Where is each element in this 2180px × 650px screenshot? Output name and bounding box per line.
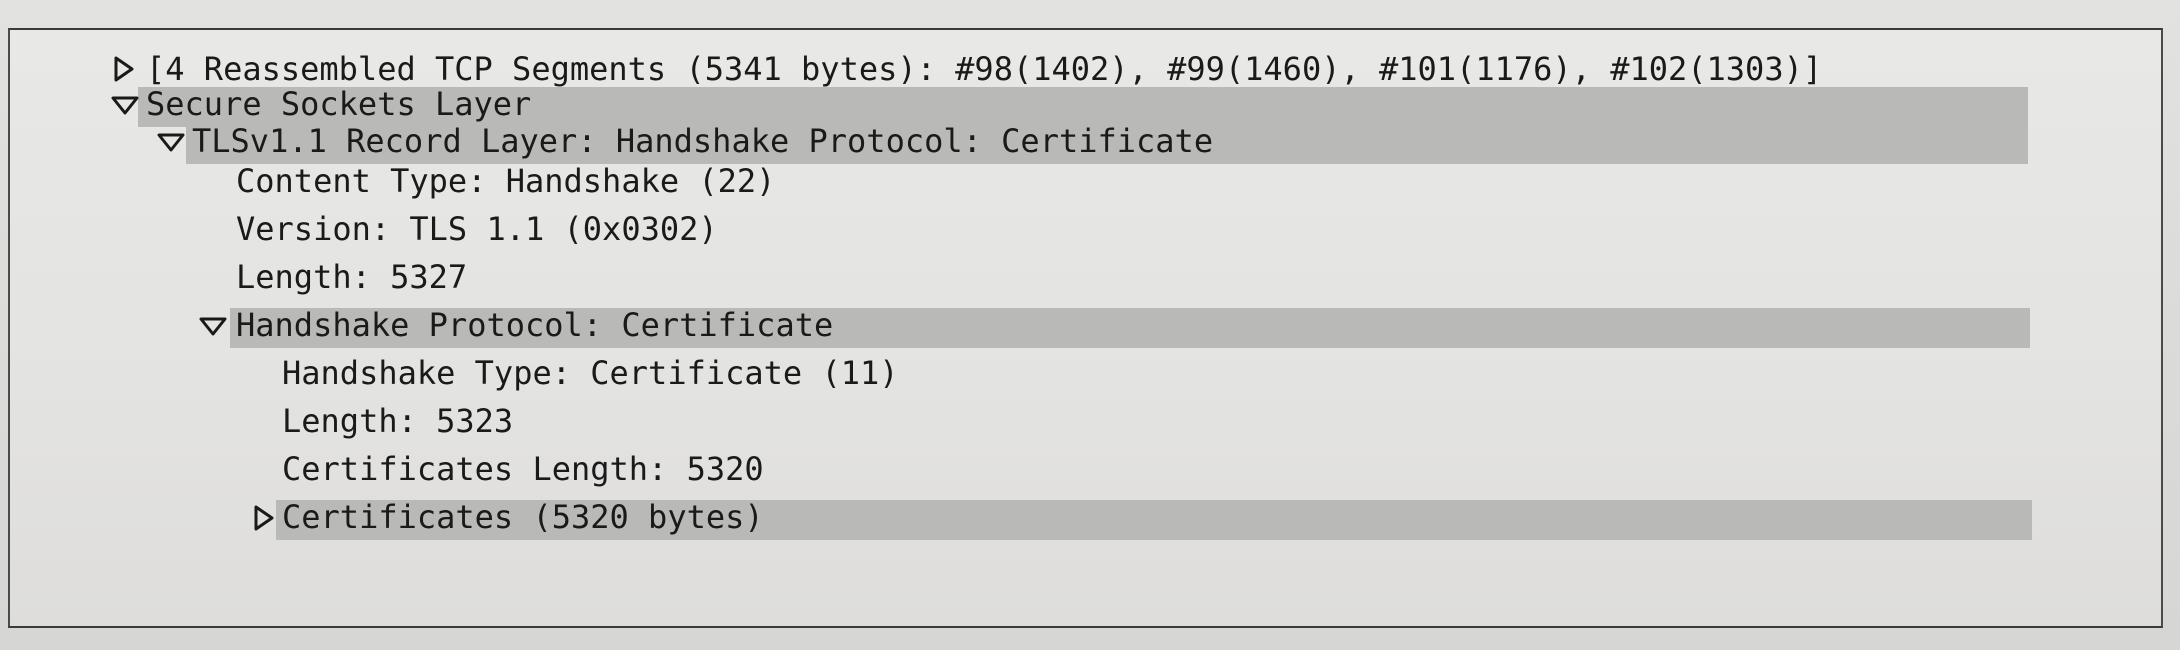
tree-row-handshake-type[interactable] [10, 354, 2160, 392]
tree-row-ssl[interactable] [10, 85, 2160, 123]
tree-row-label: Certificates (5320 bytes) [282, 498, 764, 536]
field-version: Version: TLS 1.1 (0x0302) [236, 210, 718, 248]
field-content-type: Content Type: Handshake (22) [236, 162, 776, 200]
collapse-arrow-icon[interactable] [156, 128, 184, 156]
tree-row-reassembled[interactable] [10, 50, 2160, 88]
packet-details-pane[interactable] [8, 28, 2163, 628]
collapse-arrow-icon[interactable] [198, 312, 226, 340]
tree-row-label: TLSv1.1 Record Layer: Handshake Protocol: Certificate [192, 122, 1214, 160]
field-handshake-length: Length: 5323 [282, 402, 514, 440]
tree-row-certificates[interactable] [10, 498, 2160, 536]
tree-row-handshake[interactable] [10, 306, 2160, 344]
collapse-arrow-icon[interactable] [110, 91, 138, 119]
field-certificates-length: Certificates Length: 5320 [282, 450, 764, 488]
expand-arrow-icon[interactable] [110, 55, 138, 83]
field-handshake-type: Handshake Type: Certificate (11) [282, 354, 899, 392]
tree-row-label: Handshake Protocol: Certificate [236, 306, 834, 344]
expand-arrow-icon[interactable] [250, 504, 278, 532]
tree-row-handshake-length[interactable] [10, 402, 2160, 440]
tree-row-label: Secure Sockets Layer [146, 85, 532, 123]
tree-row-label: [4 Reassembled TCP Segments (5341 bytes): #98(1402), #99(1460), #101(1176), #102(1303)] [146, 50, 1823, 88]
tree-row-record-layer[interactable] [10, 122, 2160, 160]
tree-row-certificates-length[interactable] [10, 450, 2160, 488]
field-length: Length: 5327 [236, 258, 468, 296]
tree-row-version[interactable] [10, 210, 2160, 248]
tree-row-length[interactable] [10, 258, 2160, 296]
tree-row-content-type[interactable] [10, 162, 2160, 200]
protocol-tree [10, 30, 2161, 626]
